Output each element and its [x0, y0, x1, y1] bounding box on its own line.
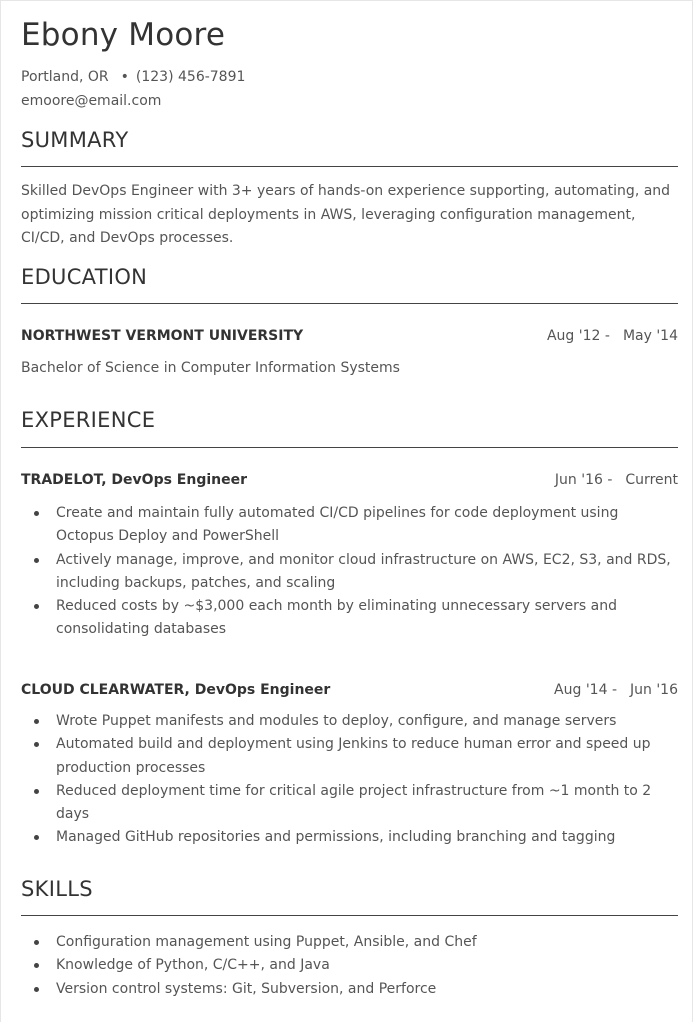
bullet-icon — [34, 835, 39, 840]
email: emoore@email.com — [21, 93, 162, 109]
bullet-icon — [34, 789, 39, 794]
bullet-text: Reduced deployment time for critical agile project infrastructure from ~1 month to 2 days — [56, 782, 652, 823]
skill-text: Knowledge of Python, C/C++, and Java — [56, 957, 330, 974]
education-entry-header — [21, 328, 678, 348]
bullet-text: Reduced costs by ~$3,000 each month by eliminating unnecessary servers and consolidating databases — [56, 598, 617, 638]
skill-text: Configuration management using Puppet, Ansible, and Chef — [56, 934, 477, 950]
bullet-text: Wrote Puppet manifests and modules to deploy, configure, and manage servers — [56, 713, 617, 729]
bullet-icon — [34, 742, 39, 747]
summary-text: Skilled DevOps Engineer with 3+ years of hands-on experience supporting, automating, and optimizing mission critical deployments in AWS, leveraging configuration management, CI/CD, and DevOps processes. — [21, 183, 671, 246]
bullet-icon — [34, 719, 39, 724]
bullet-icon — [34, 511, 39, 516]
separator-dot: • — [120, 69, 129, 85]
experience-divider — [21, 447, 678, 448]
job-header — [21, 682, 678, 702]
job-bullets — [21, 502, 678, 642]
date-end: Jun '16 — [630, 682, 678, 698]
bullet-text: Automated build and deployment using Jenkins to reduce human error and speed up production processes — [56, 736, 651, 776]
bullet-icon — [34, 558, 39, 563]
location: Portland, OR — [21, 69, 109, 85]
job-title: TRADELOT, DevOps Engineer — [21, 472, 248, 488]
education-divider — [21, 303, 678, 304]
education-heading: EDUCATION — [21, 265, 148, 289]
contact-line — [21, 69, 245, 85]
bullet-icon — [34, 963, 39, 968]
school-name: NORTHWEST VERMONT UNIVERSITY — [21, 328, 304, 344]
date-start: Aug '14 - — [554, 682, 617, 698]
bullet-text: Managed GitHub repositories and permissions, including branching and tagging — [56, 829, 616, 846]
list-item — [21, 502, 678, 549]
summary-divider — [21, 166, 678, 167]
degree: Bachelor of Science in Computer Information Systems — [21, 360, 400, 376]
job-header — [21, 472, 678, 492]
list-item — [21, 733, 678, 780]
list-item — [21, 826, 678, 849]
bullet-text: Create and maintain fully automated CI/CD pipelines for code deployment using Octopus Deploy and PowerShell — [56, 505, 619, 545]
bullet-icon — [34, 604, 39, 609]
list-item — [21, 954, 678, 977]
education-dates — [547, 328, 678, 344]
date-end: Current — [625, 472, 678, 488]
job-title: CLOUD CLEARWATER, DevOps Engineer — [21, 682, 331, 698]
skill-text: Version control systems: Git, Subversion, and Perforce — [56, 980, 437, 997]
list-item — [21, 595, 678, 642]
job-dates — [554, 682, 678, 698]
date-end: May '14 — [622, 328, 678, 344]
bullet-icon — [34, 987, 39, 992]
date-start: Aug '12 - — [546, 328, 610, 344]
date-start: Jun '16 - — [554, 472, 613, 488]
candidate-name: Ebony Moore — [21, 17, 226, 53]
skills-list — [21, 931, 678, 1001]
list-item — [21, 549, 678, 596]
skills-heading: SKILLS — [21, 877, 93, 901]
job-dates — [555, 472, 678, 488]
summary-heading: SUMMARY — [21, 128, 129, 152]
list-item — [21, 780, 678, 827]
bullet-text: Actively manage, improve, and monitor cloud infrastructure on AWS, EC2, S3, and RDS, including backups, patches, and scaling — [56, 551, 671, 591]
list-item — [21, 978, 678, 1001]
bullet-icon — [34, 940, 39, 945]
job-bullets — [21, 710, 678, 850]
skills-divider — [21, 915, 678, 916]
list-item — [21, 710, 678, 733]
experience-heading: EXPERIENCE — [21, 408, 156, 432]
list-item — [21, 931, 678, 954]
phone: (123) 456-7891 — [135, 69, 246, 85]
